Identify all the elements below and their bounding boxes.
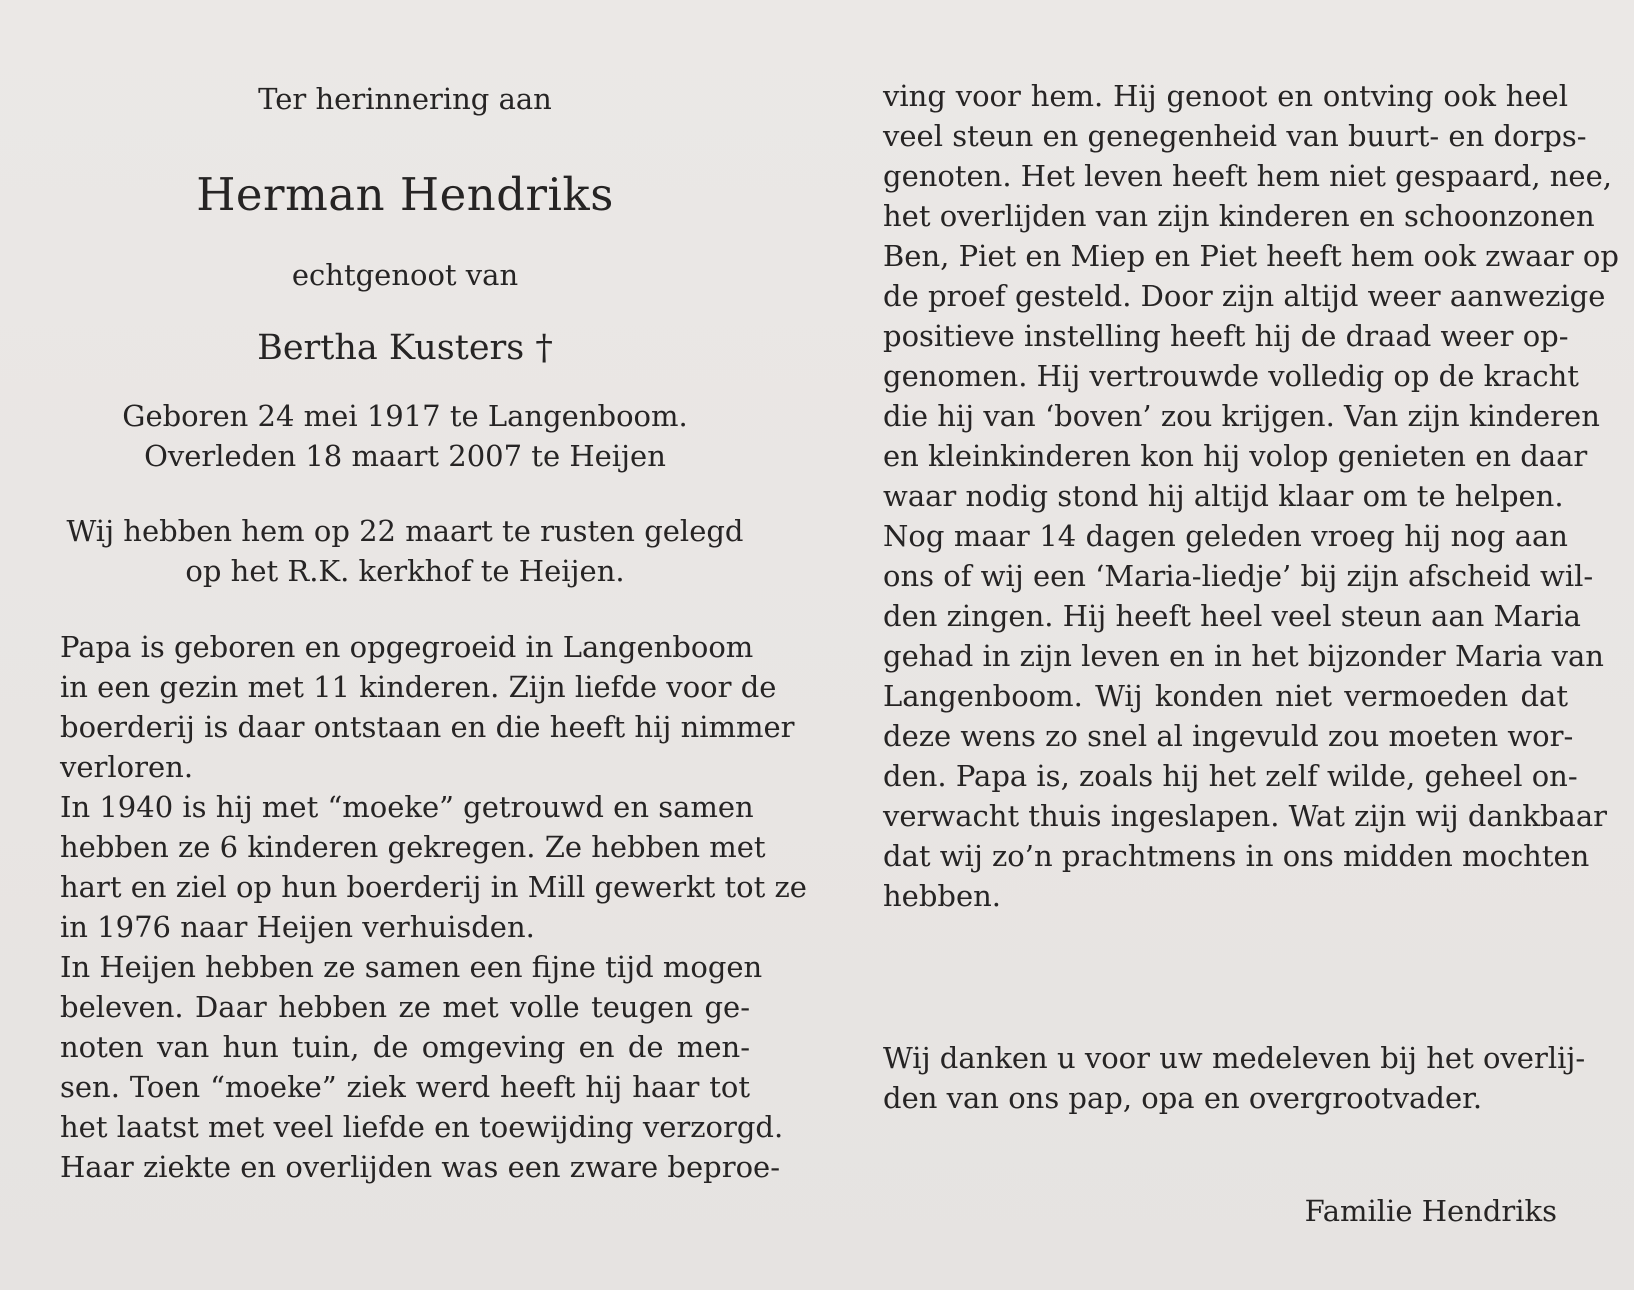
text-line: sen. Toen “moeke” ziek werd heeft hij haar tot <box>60 1070 750 1104</box>
text-line: Langenboom. Wij konden niet vermoeden dat <box>883 679 1568 713</box>
text-line: Papa is geboren en opgegroeid in Langenboom <box>60 630 754 664</box>
spouse-intro: echtgenoot van <box>291 258 519 292</box>
text-line: In Heijen hebben ze samen een fijne tijd mogen <box>60 950 763 984</box>
burial-line-1: Wij hebben hem op 22 maart te rusten gelegd <box>66 514 744 548</box>
family-signature: Familie Hendriks <box>1304 1194 1557 1228</box>
text-line: dat wij zo’n prachtmens in ons midden mochten <box>883 839 1590 873</box>
text-line: verloren. <box>60 750 194 784</box>
deceased-name: Herman Hendriks <box>196 168 614 221</box>
text-line: het overlijden van zijn kinderen en schoonzonen <box>883 199 1595 233</box>
intro-text: Ter herinnering aan <box>258 82 552 116</box>
right-column <box>883 76 1619 916</box>
text-line: de proef gesteld. Door zijn altijd weer aanwezige <box>883 279 1606 313</box>
text-line: Haar ziekte en overlijden was een zware beproe- <box>60 1150 781 1184</box>
text-line: ving voor hem. Hij genoot en ontving ook heel <box>883 79 1568 113</box>
text-line: gehad in zijn leven en in het bijzonder Maria van <box>883 639 1604 673</box>
text-line: genomen. Hij vertrouwde volledig op de kracht <box>883 359 1579 393</box>
text-line: hebben. <box>883 879 1002 913</box>
left-column <box>60 76 807 1187</box>
burial-info <box>60 511 750 591</box>
text-line: verwacht thuis ingeslapen. Wat zijn wij dankbaar <box>883 799 1607 833</box>
text-line: ons of wij een ‘Maria-liedje’ bij zijn afscheid wil- <box>883 559 1594 593</box>
text-line: die hij van ‘boven’ zou krijgen. Van zijn kinderen <box>883 399 1600 433</box>
text-line: Nog maar 14 dagen geleden vroeg hij nog aan <box>883 519 1568 553</box>
died-line: Overleden 18 maart 2007 te Heijen <box>144 439 666 473</box>
spouse-name: Bertha Kusters † <box>257 328 553 368</box>
burial-line-2: op het R.K. kerkhof te Heijen. <box>185 554 625 588</box>
text-line: in 1976 naar Heijen verhuisden. <box>60 910 535 944</box>
text-line: positieve instelling heeft hij de draad weer op- <box>883 319 1569 353</box>
text-line: den zingen. Hij heeft heel veel steun aan Maria <box>883 599 1581 633</box>
text-line: Ben, Piet en Miep en Piet heeft hem ook zwaar op <box>883 239 1619 273</box>
text-line: en kleinkinderen kon hij volop genieten en daar <box>883 439 1588 473</box>
text-line: boerderij is daar ontstaan en die heeft hij nimmer <box>60 710 795 744</box>
text-line: noten van hun tuin, de omgeving en de men- <box>60 1030 750 1064</box>
text-line: in een gezin met 11 kinderen. Zijn liefde voor de <box>60 670 777 704</box>
text-line: genoten. Het leven heeft hem niet gespaard, nee, <box>883 159 1612 193</box>
text-line: den. Papa is, zoals hij het zelf wilde, geheel on- <box>883 759 1578 793</box>
born-line: Geboren 24 mei 1917 te Langenboom. <box>122 399 688 433</box>
text-line: het laatst met veel liefde en toewijding verzorgd. <box>60 1110 784 1144</box>
text-line: waar nodig stond hij altijd klaar om te helpen. <box>883 479 1564 513</box>
life-dates <box>60 396 750 476</box>
text-line: beleven. Daar hebben ze met volle teugen ge- <box>60 990 750 1024</box>
biography-left <box>60 627 807 1187</box>
text-line: hart en ziel op hun boerderij in Mill gewerkt tot ze <box>60 870 807 904</box>
thanks-message <box>883 1038 1586 1118</box>
thanks-line-1: Wij danken u voor uw medeleven bij het overlij- <box>883 1041 1586 1075</box>
text-line: deze wens zo snel al ingevuld zou moeten wor- <box>883 719 1574 753</box>
text-line: In 1940 is hij met “moeke” getrouwd en samen <box>60 790 754 824</box>
thanks-line-2: den van ons pap, opa en overgrootvader. <box>883 1081 1483 1115</box>
text-line: veel steun en genegenheid van buurt- en dorps- <box>883 119 1587 153</box>
text-line: hebben ze 6 kinderen gekregen. Ze hebben met <box>60 830 766 864</box>
